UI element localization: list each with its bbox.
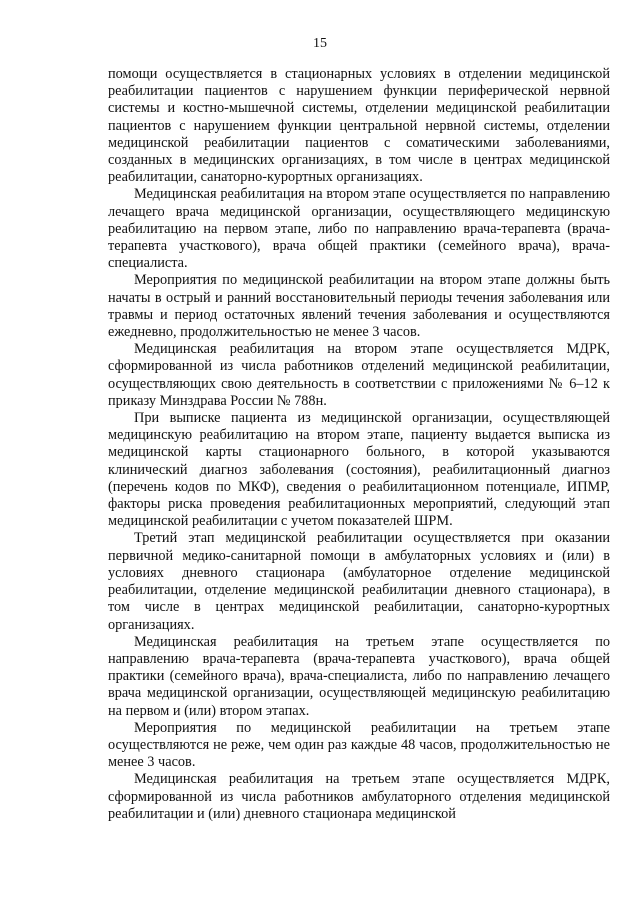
paragraph: Медицинская реабилитация на втором этапе осуществляется по направлению лечащего врача медицинской организации, осуществляющего медицинскую реабилитацию на первом этапе, либо по направлению врача-терапевта (врача-терапевта участкового), врача общей практики (семейного врача), врача-специалиста. bbox=[108, 186, 610, 272]
paragraph: Третий этап медицинской реабилитации осуществляется при оказании первичной медико-санитарной помощи в амбулаторных условиях и (или) в условиях дневного стационара (амбулаторное отделение медицинской реабилитации, отделение медицинской реабилитации дневного стационара), в том числе в центрах медицинской реабилитации, санаторно-курортных организациях. bbox=[108, 530, 610, 633]
paragraph: Медицинская реабилитация на втором этапе осуществляется МДРК, сформированной из числа работников отделений медицинской реабилитации, осуществляющих свою деятельность в соответствии с приложениями № 6–12 к приказу Минздрава России № 788н. bbox=[108, 341, 610, 409]
paragraph: помощи осуществляется в стационарных условиях в отделении медицинской реабилитации пациентов с нарушением функции периферической нервной системы и костно-мышечной системы, отделении медицинской реабилитации пациентов с нарушением функции центральной нервной системы, отделении медицинской реабилитации пациентов с соматическими заболеваниями, созданных в медицинских организациях, в том числе в центрах медицинской реабилитации, санаторно-курортных организациях. bbox=[108, 66, 610, 186]
paragraph: Медицинская реабилитация на третьем этапе осуществляется МДРК, сформированной из числа работников амбулаторного отделения медицинской реабилитации и (или) дневного стационара медицинской bbox=[108, 771, 610, 822]
paragraph: Мероприятия по медицинской реабилитации на втором этапе должны быть начаты в острый и ранний восстановительный периоды течения заболевания или травмы и период остаточных явлений течения заболевания и осуществляются ежедневно, продолжительностью не менее 3 часов. bbox=[108, 272, 610, 341]
paragraph: При выписке пациента из медицинской организации, осуществляющей медицинскую реабилитацию на втором этапе, пациенту выдается выписка из медицинской карты стационарного больного, в которой указываются клинический диагноз заболевания (состояния), реабилитационный диагноз (перечень кодов по МКФ), сведения о реабилитационном потенциале, ИПМР, факторы риска проведения реабилитационных мероприятий, следующий этап медицинской реабилитации с учетом показателей ШРМ. bbox=[108, 410, 610, 530]
paragraph: Медицинская реабилитация на третьем этапе осуществляется по направлению врача-терапевта (врача-терапевта участкового), врача общей практики (семейного врача), врача-специалиста, либо по направлению лечащего врача медицинской организации, осуществляющей медицинскую реабилитацию на первом и (или) втором этапах. bbox=[108, 633, 610, 719]
page-number: 15 bbox=[313, 36, 327, 51]
body-text bbox=[108, 66, 610, 823]
paragraph: Мероприятия по медицинской реабилитации на третьем этапе осуществляются не реже, чем один раз каждые 48 часов, продолжительностью не менее 3 часов. bbox=[108, 719, 610, 771]
